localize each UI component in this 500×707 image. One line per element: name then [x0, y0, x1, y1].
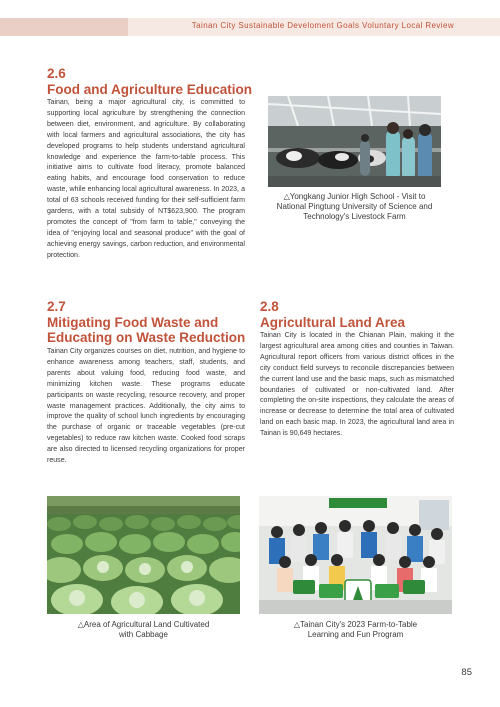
cabbage-field-caption — [47, 620, 240, 640]
header-band — [0, 0, 500, 42]
section-number: 2.8 — [260, 299, 279, 314]
section-title: Food and Agriculture Education — [47, 82, 252, 97]
section-title: Agricultural Land Area — [260, 315, 406, 330]
section-number: 2.7 — [47, 299, 66, 314]
caption-line: △Area of Agricultural Land Cultivated — [77, 620, 210, 629]
caption-line: △Yongkang Junior High School - Visit to — [283, 192, 426, 201]
section-body: Tainan City organizes courses on diet, nutrition, and hygiene to enhance awareness among teachers, staff, students, and parents about valuing food, reducing food waste, and minimizing kitchen waste. These programs educate participants on waste recycling, resource recovery, and proper waste management practices. Additionally, the city aims to improve the quality of school lunch ingredients by encouraging the purchase of organic or traceable vegetables (pre-cut vegetables) to reduce raw kitchen waste. Cooked food scraps are also directed to licensed recycling organizations for proper reuse. — [47, 348, 245, 465]
cabbage-field-photo — [47, 496, 240, 614]
section-2-6 — [47, 66, 252, 262]
section-2-8 — [260, 299, 454, 440]
farm-visit-photo — [268, 96, 441, 187]
program-group-photo — [259, 496, 452, 614]
farm-visit-illustration — [268, 96, 441, 187]
section-body: Tainan City is located in the Chianan Plain, making it the largest agricultural area among cities and counties in Taiwan. Agricultural report officers from various district offices in the city conduct field surveys to reconcile discrepancies between the current land use and the basic maps, such as mismatched boundaries of cultivated or non-cultivated land. After completing the on-site inspections, they calculate the areas of increase or decrease to determine the total area of cultivated land on each basic map. In 2023, the agricultural land area in Tainan is 90,649 hectares. — [260, 332, 454, 438]
caption-line: with Cabbage — [119, 630, 168, 639]
caption-line: Learning and Fun Program — [307, 630, 404, 639]
running-title: Tainan City Sustainable Develoment Goals Voluntary Local Review — [191, 21, 454, 30]
section-body: Tainan, being a major agricultural city, is committed to supporting local agriculture by strengthening the connection between diet, environment, and agriculture. By collaborating with local farmers and agricultural associations, the city has developed programs to help students understand agricultural knowledge and experience the farm-to-table process. This initiative aims to cultivate food literacy, promote balanced eating habits, and encourage food conservation to reduce waste, while enhancing local agricultural awareness. In 2023, a total of 63 schools received funding for their self-sufficient farm gardens, with a total subsidy of NT$623,900. The program promotes the concept of "from farm to table," conveying the idea of "enjoying local and seasonal produce" with the goal of achieving energy savings, carbon reduction, and environmental protection. — [47, 99, 245, 259]
section-number: 2.6 — [47, 66, 66, 81]
page-number: 85 — [461, 667, 472, 678]
header-band-accent — [0, 18, 128, 36]
section-title-line-2: Educating on Waste Reduction — [47, 330, 246, 345]
farm-visit-caption — [252, 192, 457, 222]
section-2-7 — [47, 299, 245, 467]
section-title-line-1: Mitigating Food Waste and — [47, 315, 219, 330]
caption-line: △Tainan City's 2023 Farm-to-Table — [293, 620, 418, 629]
program-group-caption — [259, 620, 452, 640]
caption-line: National Pingtung University of Science and — [276, 202, 433, 211]
cabbage-field-illustration — [47, 496, 240, 614]
caption-line: Technology's Livestock Farm — [303, 212, 406, 221]
program-group-illustration — [259, 496, 452, 614]
